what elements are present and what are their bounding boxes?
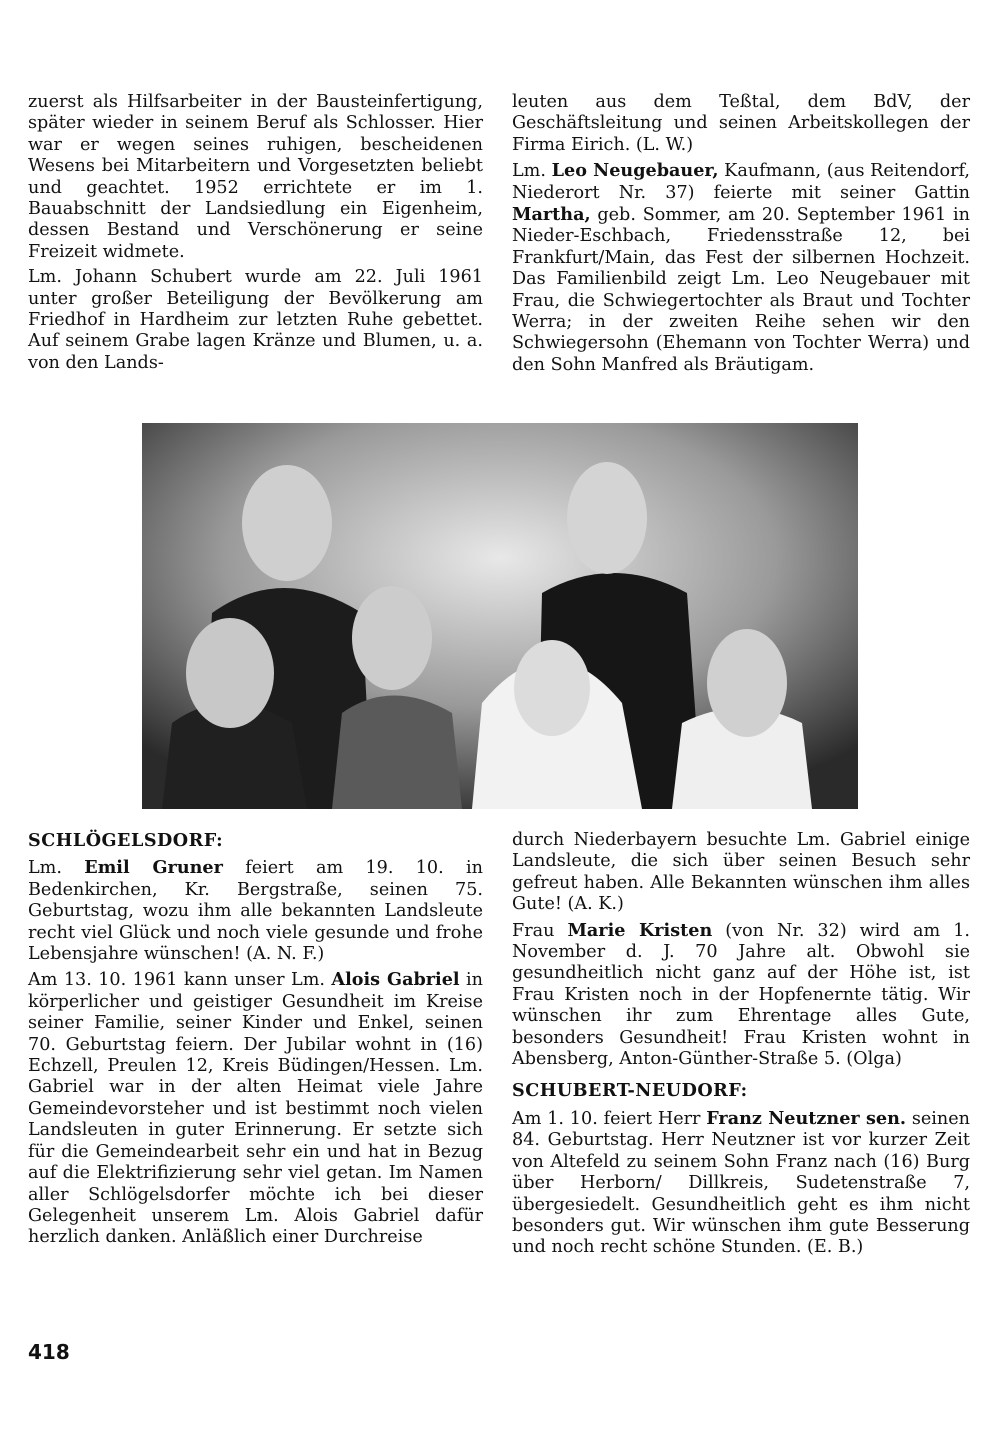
text-run: seinen 84. Geburtstag. Herr Neutzner ist vor kurzer Zeit von Altefeld zu seinem Sohn Franz nach (16) Burg über Herborn/ Dillkreis, Sudetenstraße 7, übergesiedelt. Gesundheitlich geht es ihm nicht besonders gut. Wir wünschen ihm gute Besserung und noch recht schöne Stunden. (E. B.)	[512, 1108, 970, 1258]
paragraph: Lm. Johann Schubert wurde am 22. Juli 1961 unter großer Beteiligung der Bevölkerung am Friedhof in Hardheim zur letzten Ruhe gebettet. Auf seinem Grabe lagen Kränze und Blumen, u. a. von den Lands-	[28, 267, 483, 373]
person-name: Leo Neugebauer,	[551, 160, 719, 182]
text-run: feiert am 19. 10. in Bedenkirchen, Kr. Bergstraße, seinen 75. Geburtstag, wozu ihm alle bekannten Landsleute recht viel Glück und noch viele gesunde und frohe Lebensjahre wünschen! (A. N. F.)	[28, 858, 483, 965]
text-run: Am 1. 10. feiert Herr	[512, 1108, 707, 1129]
text-run: Lm.	[512, 161, 552, 182]
section-heading-schloegelsdorf: SCHLÖGELSDORF:	[28, 830, 224, 851]
person-name: Martha,	[512, 204, 591, 226]
article-column-bottom-left	[28, 830, 483, 1253]
person-name: Emil Gruner	[84, 857, 223, 879]
paragraph	[512, 920, 970, 1071]
text-run: in körperlicher und geistiger Gesundheit im Kreise seiner Familie, seiner Kinder und Enkel, seinen 70. Geburtstag feiern. Der Jubilar wohnt in (16) Echzell, Preulen 12, Kreis Büdingen/Hessen. Lm. Gabriel war in der alten Heimat viele Jahre Gemeindevorsteher und ist bestimmt noch vielen Landsleuten in guter Erinnerung. Er setzte sich für die Gemeindearbeit sehr ein und hat in Bezug auf die Elektrifizierung sehr viel getan. Im Namen aller Schlögelsdorfer möchte ich bei dieser Gelegenheit unserem Lm. Alois Gabriel dafür herzlich danken. Anläßlich einer Durchreise	[28, 970, 483, 1248]
article-column-bottom-right	[512, 830, 970, 1263]
article-column-top-left	[28, 92, 483, 378]
section-heading-schubert-neudorf: SCHUBERT-NEUDORF:	[512, 1080, 748, 1102]
page-number: 418	[28, 1340, 70, 1364]
person-name: Franz Neutzner sen.	[706, 1107, 907, 1129]
paragraph: zuerst als Hilfsarbeiter in der Bausteinfertigung, später wieder in seinem Beruf als Schlosser. Hier war er wegen seines ruhigen, bescheidenen Wesens bei Mitarbeitern und Vorgesetzten beliebt und geachtet. 1952 errichtete er im 1. Bauabschnitt der Landsiedlung ein Eigenheim, dessen Bestand und Verschönerung er seine Freizeit widmete.	[28, 92, 483, 262]
paragraph	[28, 969, 483, 1248]
person-name: Marie Kristen	[567, 919, 713, 941]
text-run: Kaufmann, (aus Reitendorf, Niederort Nr. 37) feierte mit seiner Gattin	[512, 161, 970, 203]
text-run: Am 13. 10. 1961 kann unser Lm.	[28, 970, 332, 991]
paragraph	[512, 160, 970, 376]
article-column-top-right	[512, 92, 970, 380]
text-run: (von Nr. 32) wird am 1. November d. J. 70 Jahre alt. Obwohl sie gesundheitlich nicht ganz auf der Höhe ist, ist Frau Kristen noch in der Hopfenernte tätig. Wir wünschen ihr zum Ehrentage alles Gute, besonders Gesundheit! Frau Kristen wohnt in Abensberg, Anton-Günther-Straße 5. (Olga)	[512, 920, 970, 1070]
text-run: geb. Sommer, am 20. September 1961 in Nieder-Eschbach, Friedensstraße 12, bei Frankfurt/Main, das Fest der silbernen Hochzeit. Das Familienbild zeigt Lm. Leo Neugebauer mit Frau, die Schwiegertochter als Braut und Tochter Werra; in der zweiten Reihe sehen wir den Schwiegersohn (Ehemann von Tochter Werra) und den Sohn Manfred als Bräutigam.	[512, 205, 970, 375]
paragraph	[512, 1108, 970, 1259]
family-photo	[142, 423, 858, 809]
paragraph: leuten aus dem Teßtal, dem BdV, der Geschäftsleitung und seinen Arbeitskollegen der Firma Eirich. (L. W.)	[512, 92, 970, 155]
text-run: Frau	[512, 920, 568, 941]
person-name: Alois Gabriel	[331, 969, 460, 991]
text-run: Lm.	[28, 858, 85, 879]
paragraph: durch Niederbayern besuchte Lm. Gabriel einige Landsleute, die sich über seinen Besuch sehr gefreut haben. Alle Bekannten wünschen ihm alles Gute! (A. K.)	[512, 830, 970, 915]
family-photo-image	[142, 423, 858, 809]
paragraph	[28, 857, 483, 965]
